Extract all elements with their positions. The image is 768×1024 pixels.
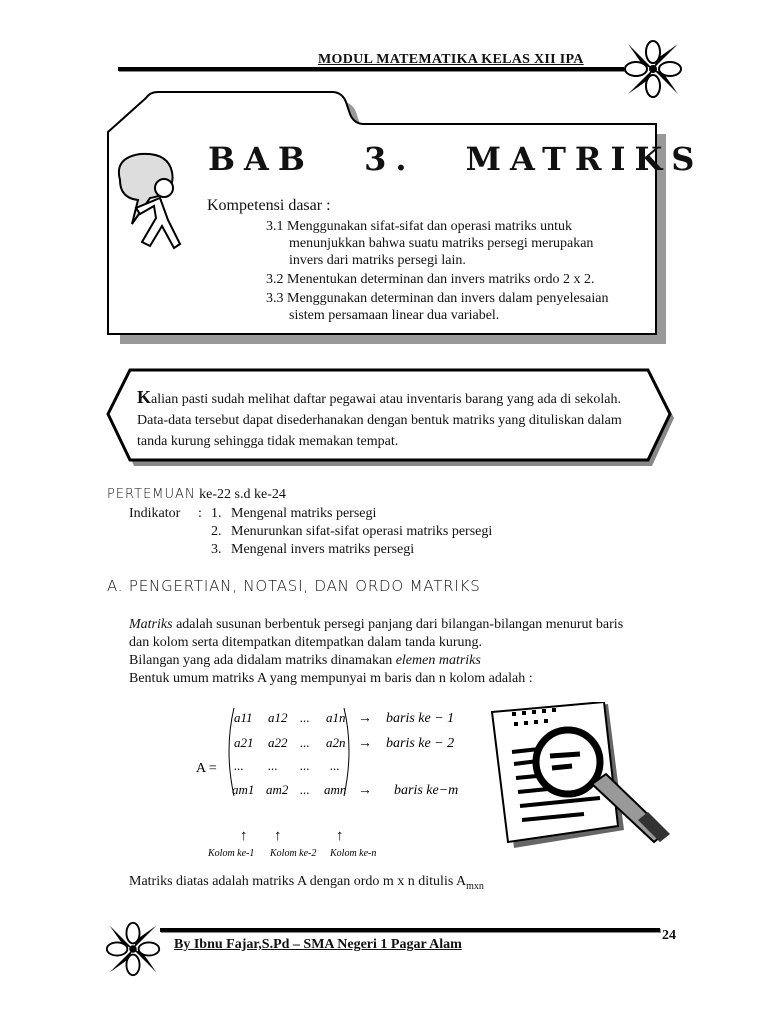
indikator-item: Mengenal matriks persegi — [231, 506, 377, 521]
col-arrow: ↑ — [240, 828, 248, 844]
module-title: MODUL MATEMATIKA KELAS XII IPA — [318, 52, 584, 67]
matrix-cell: ... — [268, 758, 278, 773]
indikator-num: 2. — [211, 524, 222, 539]
intro-paragraph — [137, 387, 635, 452]
matrix-cell: ... — [234, 758, 244, 773]
matrix-cell: amn — [324, 782, 347, 797]
pertemuan-range: ke-22 s.d ke-24 — [195, 487, 286, 502]
row-arrow: → — [358, 736, 372, 751]
matrix-cell: a2n — [326, 735, 346, 750]
matrix-cell: ... — [300, 758, 310, 773]
kd-num: 3.3 — [266, 291, 284, 306]
kd-item — [266, 271, 636, 288]
kd-num: 3.2 — [266, 272, 284, 287]
row-label: baris ke − 1 — [386, 711, 455, 726]
kd-text: sistem persamaan linear dua variabel. — [289, 308, 500, 323]
paragraph: Bentuk umum matriks A yang mempunyai m baris dan n kolom adalah : — [129, 671, 533, 686]
magnifier-document-icon — [488, 702, 676, 854]
paragraph-text: Bilangan yang ada didalam matriks dinamakan — [129, 653, 396, 668]
paragraph-text: adalah susunan berbentuk persegi panjang dari bilangan-bilangan menurut baris — [172, 617, 624, 632]
intro-body: alian pasti sudah melihat daftar pegawai atau inventaris barang yang ada di sekolah. Data-data tersebut dapat disederhanakan dengan bentuk matriks yang dituliskan dalam tanda kurung sehingga tidak memakan tempat. — [137, 392, 622, 449]
indikator-item: Mengenal invers matriks persegi — [231, 542, 415, 557]
kd-text: Menggunakan determinan dan invers dalam penyelesaian — [287, 291, 609, 306]
matrix-cell: ... — [330, 758, 340, 773]
kd-label: Kompetensi dasar : — [207, 197, 331, 214]
row-label: baris ke−m — [394, 783, 459, 798]
page-number: 24 — [662, 928, 676, 943]
pertemuan-line — [107, 487, 286, 503]
dropcap: K — [137, 387, 152, 407]
header-rule — [118, 67, 624, 71]
footer-rule — [160, 928, 660, 932]
matrix-cell: a1n — [326, 710, 346, 725]
paragraph — [129, 617, 623, 633]
term: Matriks — [129, 617, 173, 632]
matrix-cell: am2 — [266, 782, 289, 797]
matrix-cell: ... — [300, 782, 310, 797]
row-arrow: → — [358, 711, 372, 726]
speaker-figure-icon — [110, 150, 194, 260]
pertemuan-label: PERTEMUAN — [107, 487, 196, 502]
col-label: Kolom ke-n — [330, 848, 377, 859]
paragraph: dan kolom serta ditempatkan ditempatkan dalam tanda kurung. — [129, 635, 483, 650]
paragraph — [129, 653, 481, 669]
kd-item — [266, 218, 636, 269]
matrix-cell: a21 — [234, 735, 254, 750]
ornament-icon — [104, 920, 162, 978]
ordo-text: Matriks diatas adalah matriks A dengan ordo m x n ditulis A — [129, 874, 467, 889]
col-label: Kolom ke-2 — [270, 848, 317, 859]
matrix-cell: a11 — [234, 710, 253, 725]
footer-author: By Ibnu Fajar,S.Pd – SMA Negeri 1 Pagar Alam — [174, 937, 462, 952]
col-arrow: ↑ — [274, 828, 282, 844]
matrix-cell: a12 — [268, 710, 288, 725]
matrix-cell: a22 — [268, 735, 288, 750]
indikator-num: 3. — [211, 542, 222, 557]
col-label: Kolom ke-1 — [208, 848, 255, 859]
row-arrow: → — [358, 783, 372, 798]
ordo-subscript: mxn — [466, 880, 484, 892]
general-matrix — [190, 700, 490, 870]
matrix-cell: am1 — [232, 782, 255, 797]
kd-num: 3.1 — [266, 219, 284, 234]
kd-text: menunjukkan bahwa suatu matriks persegi merupakan — [289, 236, 594, 251]
chapter-title: BAB 3. MATRIKS — [208, 140, 704, 178]
section-heading: A. PENGERTIAN, NOTASI, DAN ORDO MATRIKS — [107, 577, 481, 595]
matrix-lhs: A = — [196, 761, 217, 776]
row-label: baris ke − 2 — [386, 736, 455, 751]
kd-text: invers dari matriks persegi lain. — [289, 253, 466, 268]
kd-text: Menggunakan sifat-sifat dan operasi matriks untuk — [287, 219, 572, 234]
indikator-num: 1. — [211, 506, 222, 521]
kd-item — [266, 290, 636, 324]
term: elemen matriks — [395, 653, 481, 668]
indikator-colon: : — [198, 506, 202, 521]
indikator-item: Menurunkan sifat-sifat operasi matriks persegi — [231, 524, 493, 539]
ordo-statement — [129, 874, 484, 892]
matrix-cell: ... — [300, 710, 310, 725]
col-arrow: ↑ — [336, 828, 344, 844]
kd-text: Menentukan determinan dan invers matriks ordo 2 x 2. — [287, 272, 595, 287]
matrix-cell: ... — [300, 735, 310, 750]
indikator-label: Indikator — [129, 506, 181, 521]
